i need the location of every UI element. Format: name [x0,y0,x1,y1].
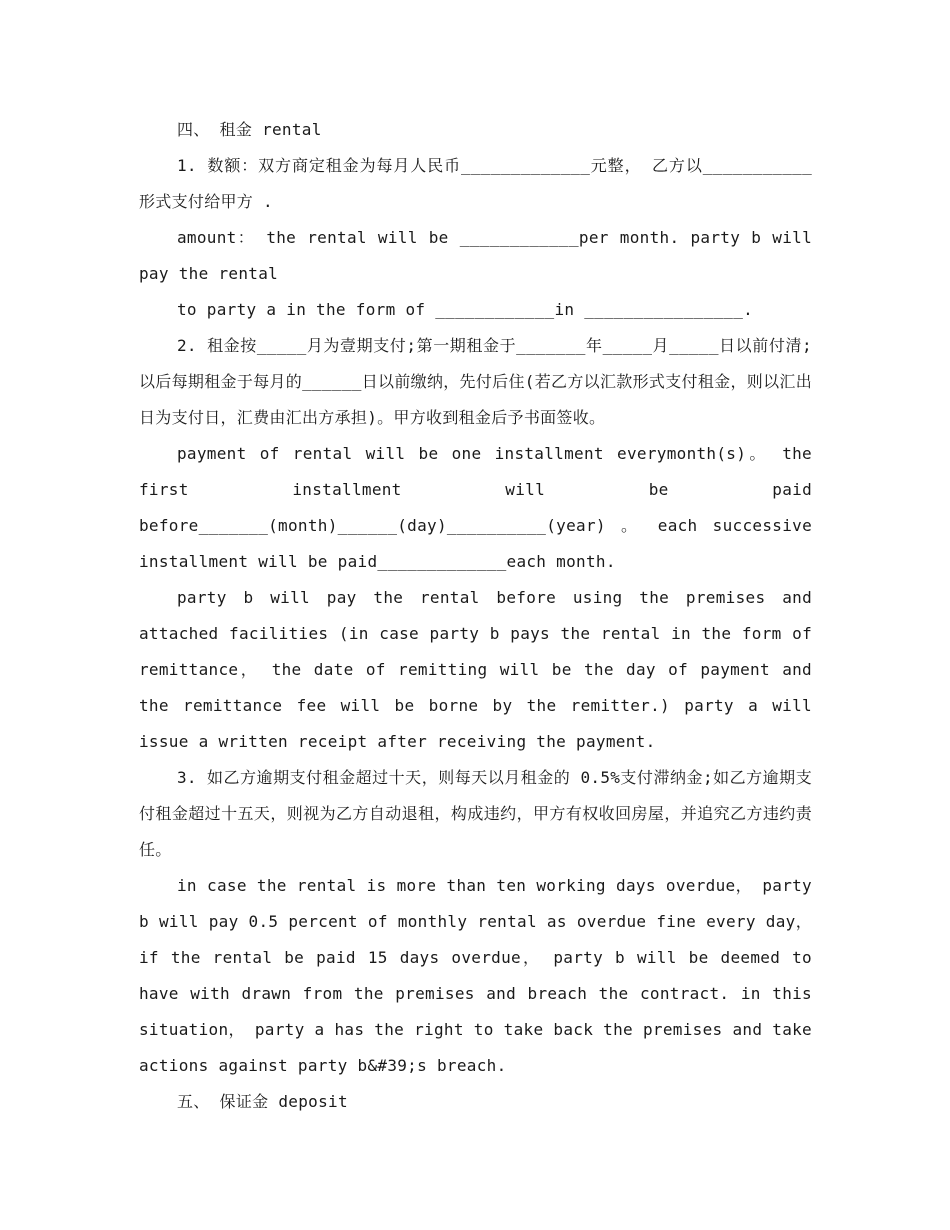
clause-3-overdue-english: in case the rental is more than ten working days overdue， party b will pay 0.5 percent of monthly rental as overdue fine every day， if the rental be paid 15 days overdue， party b will be deemed to have with drawn from the premises and breach the contract. in this situation， party a has the right to take back the premises and take actions against party b&#39;s breach. [139,876,812,1075]
section-heading-deposit: 五、 保证金 deposit [177,1092,348,1111]
document-body [139,112,812,1120]
clause-1-payment-form-english: to party a in the form of ____________in ________________. [177,300,754,319]
clause-2-installment-english: payment of rental will be one installment everymonth(s)。 the first installment will be paid before_______(month)______(day)__________(year) 。 each successive installment will be paid_____________each month. [139,444,812,571]
clause-1-amount-chinese: 1. 数额：双方商定租金为每月人民币_____________元整， 乙方以___________形式支付给甲方 . [139,156,812,211]
clause-3-overdue-chinese: 3. 如乙方逾期支付租金超过十天，则每天以月租金的 0.5%支付滞纳金;如乙方逾期支付租金超过十五天，则视为乙方自动退租，构成违约，甲方有权收回房屋，并追究乙方违约责任。 [139,768,812,859]
clause-2-remittance-english: party b will pay the rental before using the premises and attached facilities (in case party b pays the rental in the form of remittance， the date of remitting will be the day of payment and the remittance fee will be borne by the remitter.) party a will issue a written receipt after receiving the payment. [139,588,812,751]
clause-1-amount-english: amount： the rental will be ____________per month. party b will pay the rental [139,228,812,283]
section-heading-rental: 四、 租金 rental [177,120,322,139]
clause-2-payment-schedule-chinese: 2. 租金按_____月为壹期支付;第一期租金于_______年_____月_____日以前付清;以后每期租金于每月的______日以前缴纳，先付后住(若乙方以汇款形式支付租金，则以汇出日为支付日，汇费由汇出方承担)。甲方收到租金后予书面签收。 [139,336,812,427]
